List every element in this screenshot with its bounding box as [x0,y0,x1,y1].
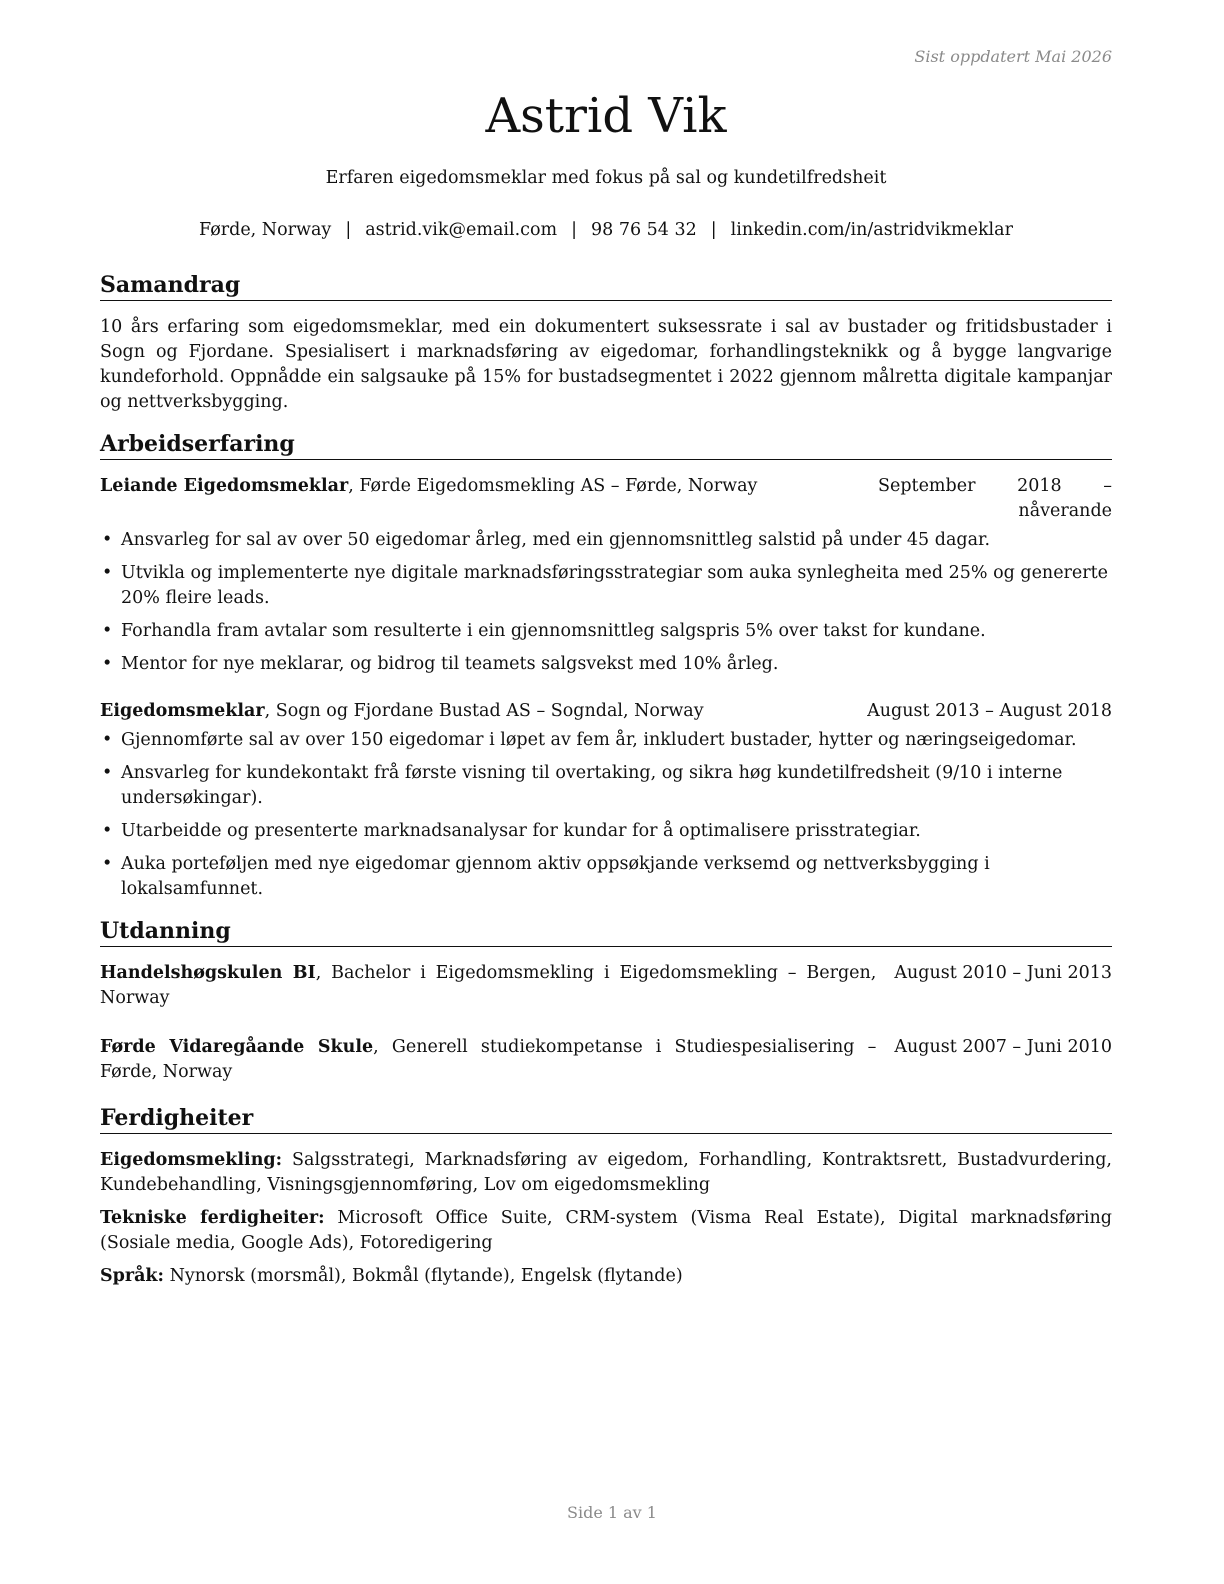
skill-label: Eigedomsmekling: [100,1150,283,1170]
job-title-line [100,474,860,499]
contact-location: Førde, Norway [199,220,332,240]
summary-text: 10 års erfaring som eigedomsmeklar, med ein dokumentert suksessrate i sal av bustader og fritidsbustader i Sogn og Fjordane. Spesialisert i marknadsføring av eigedomar, forhandlingsteknikk og å bygge langvarige kundeforhold. Oppnådde ein salgsauke på 15% for bustadsegmentet i 2022 gjennom målretta digitale kampanjar og nettverksbygging. [100,317,1112,412]
job-role: Eigedomsmeklar [100,701,265,721]
skill-line [100,1206,1112,1256]
list-item: • Gjennomførte sal av over 150 eigedomar i løpet av fem år, inkludert bustader, hytter og næringseigedomar. [100,728,1112,753]
education-entry [100,961,1112,1011]
skill-text: Microsoft Office Suite, CRM-system (Visma Real Estate), Digital marknadsføring (Sosiale media, Google Ads), Fotoredigering [100,1208,1112,1253]
skill-line [100,1264,1112,1289]
skill-text: Salgsstrategi, Marknadsføring av eigedom, Forhandling, Kontraktsrett, Bustadvurdering, Kundebehandling, Visningsgjennomføring, Lov om eigedomsmekling [100,1150,1112,1195]
job-header [100,699,1112,724]
job-entry [100,474,1112,677]
section-title-summary: Samandrag [100,270,1112,301]
list-item: • Mentor for nye meklarar, og bidrog til teamets salgsvekst med 10% årleg. [100,652,1112,677]
skill-label: Tekniske ferdigheiter: [100,1208,325,1228]
page-number: Side 1 av 1 [567,1503,657,1522]
section-title-skills: Ferdigheiter [100,1103,1112,1134]
education-degree: , Generell studiekompetanse i Studiespesialisering – Førde, Norway [100,1037,877,1082]
job-role: Leiande Eigedomsmeklar [100,476,349,496]
contact-email[interactable]: astrid.vik@email.com [365,220,558,240]
education-dates: August 2010 – Juni 2013 [894,963,1112,983]
list-item: • Utarbeidde og presenterte marknadsanalysar for kundar for å optimalisere prisstrategiar. [100,819,1112,844]
contact-line [100,218,1112,243]
education-school: Handelshøgskulen BI [100,963,316,983]
job-bullets [100,728,1112,902]
job-company: , Sogn og Fjordane Bustad AS – Sogndal, Norway [264,701,704,721]
contact-separator: | [345,220,352,240]
person-name: Astrid Vik [485,88,727,144]
experience-section [100,429,1112,902]
education-school: Førde Vidaregåande Skule [100,1037,374,1057]
list-item: • Utvikla og implementerte nye digitale marknadsføringsstrategiar som auka synlegheita med 25% og genererte 20% fleire leads. [100,561,1112,611]
skill-label: Språk: [100,1266,165,1286]
education-dates: August 2007 – Juni 2010 [894,1037,1112,1057]
education-degree: , Bachelor i Eigedomsmekling i Eigedomsmekling – Bergen, Norway [100,963,877,1008]
section-title-experience: Arbeidserfaring [100,429,1112,460]
contact-separator: | [571,220,577,240]
job-company: , Førde Eigedomsmekling AS – Førde, Norway [348,476,758,496]
job-entry [100,699,1112,902]
section-title-education: Utdanning [100,916,1112,947]
job-bullets [100,528,1112,677]
list-item: • Ansvarleg for sal av over 50 eigedomar årleg, med ein gjennomsnittleg salstid på under 45 dagar. [100,528,1112,553]
education-entry [100,1035,1112,1085]
job-title-line [100,699,849,724]
contact-phone: 98 76 54 32 [590,220,697,240]
resume-content [100,270,1112,1297]
summary-section [100,270,1112,415]
contact-separator: | [710,220,717,240]
job-dates: August 2013 – August 2018 [867,701,1112,721]
education-school-line [100,1035,876,1085]
skill-text: Nynorsk (morsmål), Bokmål (flytande), Engelsk (flytande) [164,1266,683,1286]
skill-line [100,1148,1112,1198]
education-section [100,916,1112,1085]
education-school-line [100,961,876,1011]
job-header [100,474,1112,524]
tagline: Erfaren eigedomsmeklar med fokus på sal og kundetilfredsheit [325,168,887,188]
skills-section [100,1103,1112,1289]
contact-linkedin[interactable]: linkedin.com/in/astridvikmeklar [730,220,1013,240]
job-dates: September 2018 – nåverande [878,476,1112,521]
list-item: • Auka porteføljen med nye eigedomar gjennom aktiv oppsøkjande verksemd og nettverksbygging i lokalsamfunnet. [100,852,1112,902]
list-item: • Ansvarleg for kundekontakt frå første visning til overtaking, og sikra høg kundetilfredsheit (9/10 i interne undersøkingar). [100,761,1112,811]
last-updated: Sist oppdatert Mai 2026 [914,47,1112,66]
list-item: • Forhandla fram avtalar som resulterte i ein gjennomsnittleg salgspris 5% over takst for kundane. [100,619,1112,644]
